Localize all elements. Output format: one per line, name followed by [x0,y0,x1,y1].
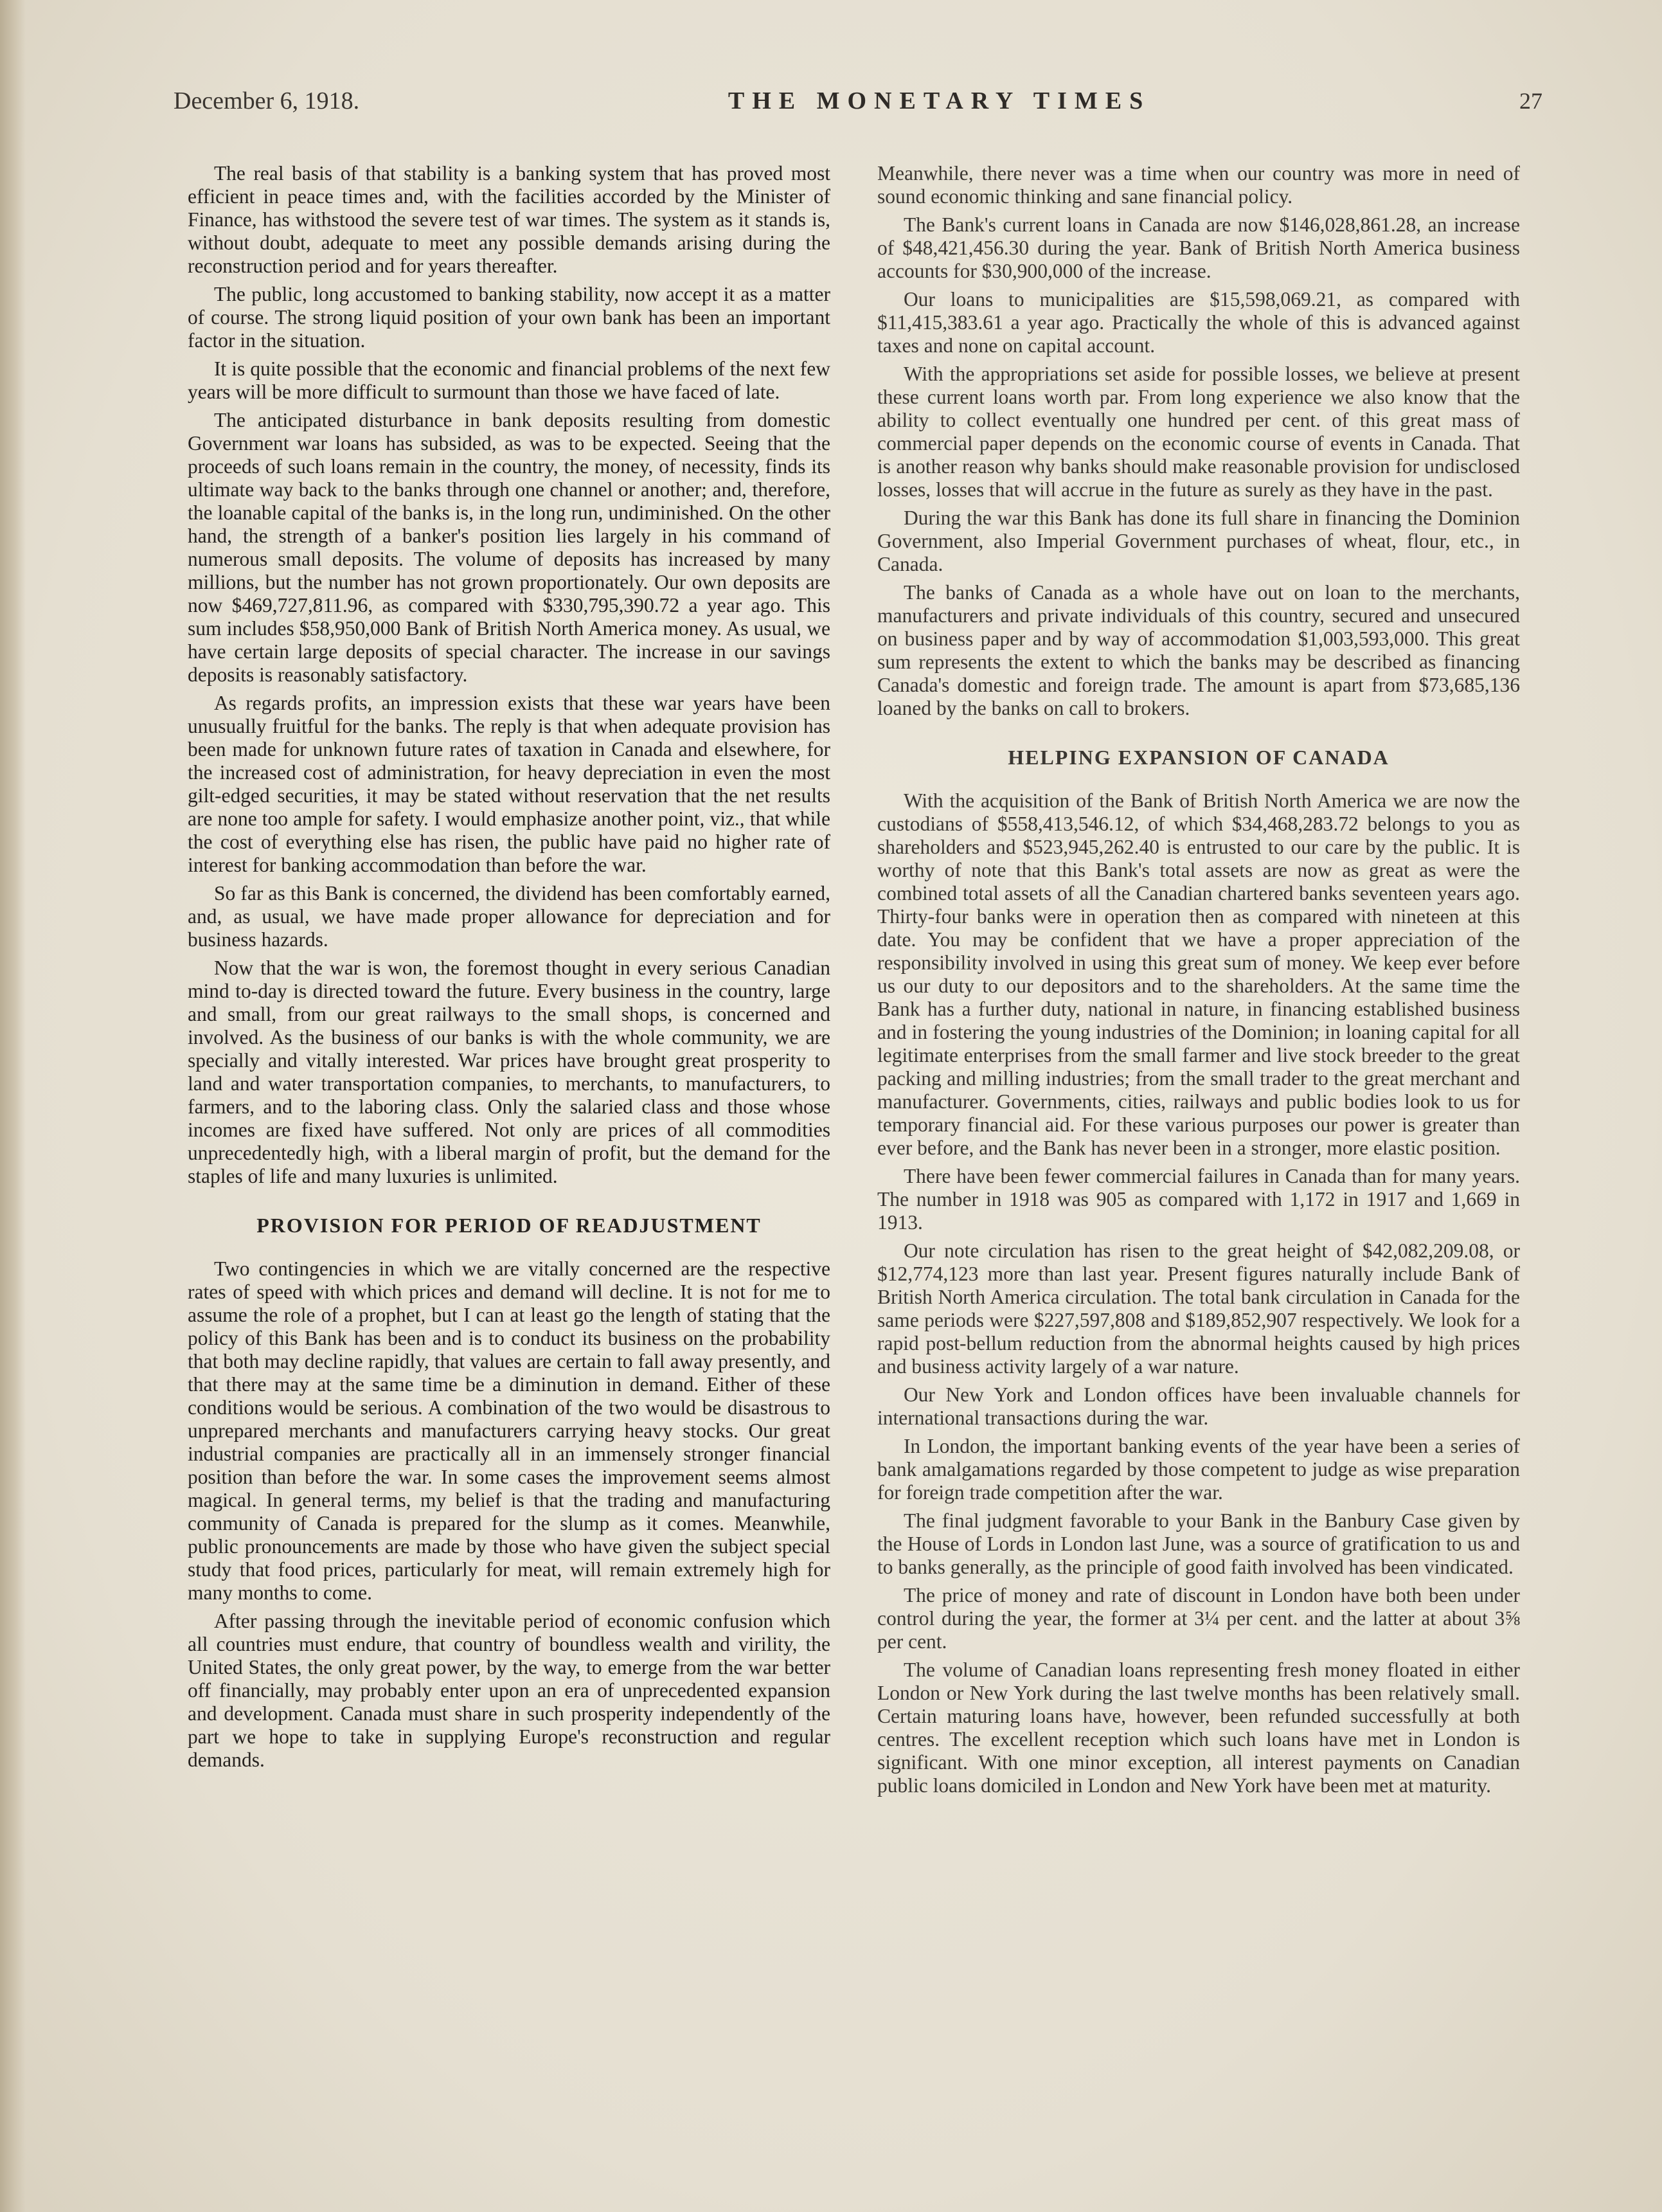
paragraph: The real basis of that stability is a banking system that has proved most efficient in peace times and, with the facilities accorded by the Minister of Finance, has withstood the severe test of war times. The system as it stands is, without doubt, adequate to meet any possible demands arising during the reconstruction period and for years thereafter. [188,162,830,277]
binding-shadow [0,0,26,2212]
publication-title: THE MONETARY TIMES [728,87,1151,114]
paragraph: The public, long accustomed to banking stability, now accept it as a matter of course. The strong liquid position of your own bank has been an important factor in the situation. [188,283,830,352]
paragraph: There have been fewer commercial failures in Canada than for many years. The number in 1918 was 905 as compared with 1,172 in 1917 and 1,669 in 1913. [877,1165,1520,1234]
left-column [188,162,830,2091]
paragraph: Two contingencies in which we are vitally concerned are the respective rates of speed with which prices and demand will decline. It is not for me to assume the role of a prophet, but I can at least go the length of stating that the policy of this Bank has been and is to conduct its business on the probability that both may decline rapidly, that values are certain to fall away presently, and that there may at the same time be a diminution in demand. Either of these conditions would be serious. A combination of the two would be disastrous to unprepared merchants and manufacturers carrying heavy stocks. Our great industrial companies are practically all in an immensely stronger financial position than before the war. In some cases the improvement seems almost magical. In general terms, my belief is that the trading and manufacturing community of Canada is prepared for the slump as it comes. Meanwhile, public pronouncements are made by those who have given the subject special study that food prices, particularly for meat, will remain extremely high for many months to come. [188,1257,830,1604]
paragraph: The final judgment favorable to your Bank in the Banbury Case given by the House of Lords in London last June, was a source of gratification to us and to banks generally, as the principle of good faith involved has been vindicated. [877,1509,1520,1578]
paragraph: So far as this Bank is concerned, the dividend has been comfortably earned, and, as usual, we have made proper allowance for depreciation and for business hazards. [188,882,830,951]
paragraph: During the war this Bank has done its full share in financing the Dominion Government, also Imperial Government purchases of wheat, flour, etc., in Canada. [877,507,1520,575]
issue-date: December 6, 1918. [174,87,360,114]
paragraph: In London, the important banking events of the year have been a series of bank amalgamations regarded by those competent to judge as wise preparation for foreign trade competition after the war. [877,1435,1520,1504]
paragraph: The volume of Canadian loans representing fresh money floated in either London or New York during the last twelve months has been relatively small. Certain maturing loans have, however, been refunded successfully at both centres. The excellent reception which such loans have met in London is significant. With one minor exception, all interest payments on Canadian public loans domiciled in London and New York have been met at maturity. [877,1659,1520,1797]
paragraph: As regards profits, an impression exists that these war years have been unusually fruitful for the banks. The reply is that when adequate provision has been made for unknown future rates of taxation in Canada and elsewhere, for the increased cost of administration, for heavy depreciation in even the most gilt-edged securities, it may be stated without reservation that the net results are none too ample for safety. I would emphasize another point, viz., that while the cost of everything else has risen, the public have paid no higher rate of interest for banking accommodation than before the war. [188,692,830,876]
paragraph: It is quite possible that the economic and financial problems of the next few years will be more difficult to surmount than those we have faced of late. [188,357,830,403]
page-number: 27 [1519,88,1542,114]
paragraph: With the acquisition of the Bank of British North America we are now the custodians of $558,413,546.12, of which $34,468,283.72 belongs to you as shareholders and $523,945,262.40 is entrusted to our care by the public. It is worthy of note that this Bank's total assets are now as great as were the combined total assets of all the Canadian chartered banks seventeen years ago. Thirty-four banks were in operation then as compared with nineteen at this date. You may be confident that we have a proper appreciation of the responsibility involved in using this great sum of money. We keep ever before us our duty to our depositors and to the shareholders. At the same time the Bank has a further duty, national in nature, in financing established business and in fostering the young industries of the Dominion; in loaning capital for all legitimate enterprises from the small farmer and live stock breeder to the great packing and milling industries; from the small trader to the great merchant and manufacturer. Governments, cities, railways and public bodies look to us for temporary financial aid. For these various purposes our power is greater than ever before, and the Bank has never been in a stronger, more elastic position. [877,789,1520,1159]
paragraph: After passing through the inevitable period of economic confusion which all countries must endure, that country of boundless wealth and virility, the United States, the only great power, by the way, to emerge from the war better off financially, may probably enter upon an era of unprecedented expansion and development. Canada must share in such prosperity independently of the part we hope to take in supplying Europe's reconstruction and regular demands. [188,1610,830,1771]
section-heading: PROVISION FOR PERIOD OF READJUSTMENT [256,1214,762,1237]
page-header [174,87,1542,125]
paragraph: Meanwhile, there never was a time when our country was more in need of sound economic thinking and sane financial policy. [877,162,1520,208]
paragraph: With the appropriations set aside for possible losses, we believe at present these current loans worth par. From long experience we also know that the ability to collect eventually one hundred per cent. of this great mass of commercial paper depends on the economic course of events in Canada. That is another reason why banks should make reasonable provision for undisclosed losses, losses that will accrue in the future as surely as they have in the past. [877,363,1520,501]
paragraph: Our note circulation has risen to the great height of $42,082,209.08, or $12,774,123 more than last year. Present figures naturally include Bank of British North America circulation. The total bank circulation in Canada for the same periods were $227,597,808 and $189,852,907 respectively. We look for a rapid post-bellum reduction from the abnormal heights caused by high prices and business activity largely of a war nature. [877,1239,1520,1378]
paragraph: The banks of Canada as a whole have out on loan to the merchants, manufacturers and private individuals of this country, secured and unsecured on business paper and by way of accommodation $1,003,593,000. This great sum represents the extent to which the banks may be described as financing Canada's domestic and foreign trade. The amount is apart from $73,685,136 loaned by the banks on call to brokers. [877,581,1520,719]
paragraph: The anticipated disturbance in bank deposits resulting from domestic Government war loans has subsided, as was to be expected. Seeing that the proceeds of such loans remain in the country, the money, of necessity, finds its ultimate way back to the banks through one channel or another; and, therefore, the loanable capital of the banks is, in the long run, undiminished. On the other hand, the strength of a banker's position lies largely in his command of numerous small deposits. The volume of deposits has increased by many millions, but the number has not grown proportionately. Our own deposits are now $469,727,811.96, as compared with $330,795,390.72 a year ago. This sum includes $58,950,000 Bank of British North America money. As usual, we have certain large deposits of special character. The increase in our savings deposits is reasonably satisfactory. [188,409,830,686]
paragraph: The price of money and rate of discount in London have both been under control during the year, the former at 3¼ per cent. and the latter at about 3⅝ per cent. [877,1584,1520,1653]
paragraph: Now that the war is won, the foremost thought in every serious Canadian mind to-day is directed toward the future. Every business in the country, large and small, from our great railways to the small shops, is concerned and involved. As the business of our banks is with the whole community, we are specially and vitally interested. War prices have brought great prosperity to land and water transportation companies, to merchants, to manufacturers, to farmers, and to the laboring class. Only the salaried class and those whose incomes are fixed have suffered. Not only are prices of all commodities unprecedentedly high, with a liberal margin of profit, but the demand for the staples of life and many luxuries is unlimited. [188,957,830,1187]
paragraph: Our New York and London offices have been invaluable channels for international transactions during the war. [877,1383,1520,1429]
section-heading: HELPING EXPANSION OF CANADA [1008,746,1389,769]
paragraph: The Bank's current loans in Canada are now $146,028,861.28, an increase of $48,421,456.30 during the year. Bank of British North America business accounts for $30,900,000 of the increase. [877,213,1520,282]
paragraph: Our loans to municipalities are $15,598,069.21, as compared with $11,415,383.61 a year ago. Practically the whole of this is advanced against taxes and none on capital account. [877,288,1520,357]
right-column [877,162,1520,2091]
